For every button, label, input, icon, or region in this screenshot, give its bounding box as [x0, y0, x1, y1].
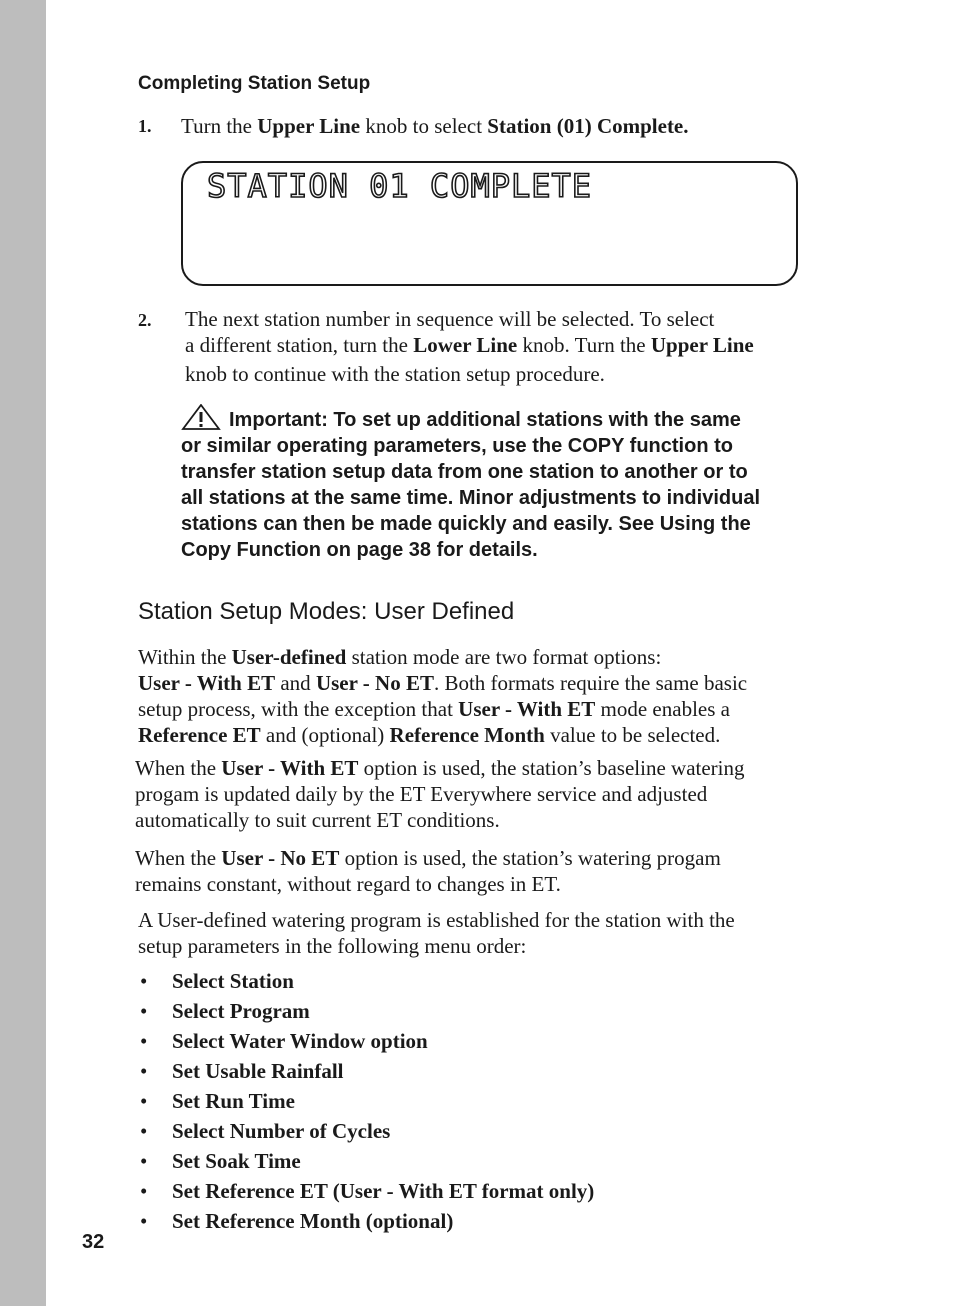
important-line: transfer station setup data from one station to another or to	[181, 461, 748, 483]
step-1-text-part: Turn the	[181, 114, 258, 138]
important-line: stations can then be made quickly and easily. See Using the	[181, 513, 751, 535]
bullet: •	[140, 1029, 148, 1053]
step-2-number: 2.	[138, 310, 152, 330]
bullet: •	[140, 1119, 148, 1143]
bullet: •	[140, 1179, 148, 1203]
important-note	[181, 404, 821, 563]
text-part: setup process, with the exception that	[138, 697, 459, 721]
list-item-text: Set Soak Time	[172, 1149, 301, 1173]
step-1-number: 1.	[138, 116, 152, 136]
text-part: option is used, the station’s watering progam	[339, 846, 721, 870]
list-item	[140, 1026, 594, 1056]
list-item-text: Select Water Window option	[172, 1029, 428, 1053]
list-item	[140, 996, 594, 1026]
para-2-line-3: automatically to suit current ET conditions.	[135, 808, 500, 832]
page-margin-bar	[0, 0, 46, 1306]
bold-upper-line: Upper Line	[650, 333, 754, 357]
para-1-line-3	[138, 696, 730, 722]
para-4-line-2: setup parameters in the following menu order:	[138, 934, 527, 958]
bullet: •	[140, 1059, 148, 1083]
menu-order-list	[140, 966, 594, 1236]
bold-term: Reference ET	[138, 723, 261, 747]
warning-triangle-icon	[181, 404, 221, 430]
bullet: •	[140, 969, 148, 993]
important-line: or similar operating parameters, use the COPY function to	[181, 435, 733, 457]
step-2-line-3: knob to continue with the station setup procedure.	[185, 362, 605, 386]
text-part: value to be selected.	[544, 723, 721, 747]
list-item-text: Select Number of Cycles	[172, 1119, 391, 1143]
step-2-line-2	[185, 332, 754, 358]
step-1-bold-station-complete: Station (01) Complete.	[487, 114, 689, 138]
bold-term: User - With ET	[458, 697, 596, 721]
bullet: •	[140, 1089, 148, 1113]
para-1-line-1	[138, 644, 661, 670]
para-1-line-4	[138, 722, 720, 748]
para-3-line-1	[135, 845, 721, 871]
step-1-bold-upper-line: Upper Line	[257, 114, 361, 138]
text-part: mode enables a	[595, 697, 730, 721]
para-2-line-1	[135, 755, 745, 781]
bullet: •	[140, 1149, 148, 1173]
text-part: When the	[135, 756, 222, 780]
bold-term: User-defined	[231, 645, 347, 669]
bold-term: Reference Month	[389, 723, 545, 747]
text-part: Within the	[138, 645, 232, 669]
list-item	[140, 1146, 594, 1176]
page-number: 32	[82, 1231, 105, 1253]
step-2-line-1: The next station number in sequence will be selected. To select	[185, 307, 715, 331]
list-item-text: Set Reference Month (optional)	[172, 1209, 454, 1233]
para-2-line-2: progam is updated daily by the ET Everywhere service and adjusted	[135, 782, 708, 806]
important-line	[181, 404, 821, 433]
bullet: •	[140, 1209, 148, 1233]
list-item	[140, 1056, 594, 1086]
para-1-line-2	[138, 670, 747, 696]
bold-term: User - No ET	[315, 671, 434, 695]
text-part: option is used, the station’s baseline watering	[358, 756, 745, 780]
para-4-line-1: A User-defined watering program is established for the station with the	[138, 908, 735, 932]
text-part: and (optional)	[260, 723, 390, 747]
list-item	[140, 1116, 594, 1146]
list-item	[140, 966, 594, 996]
list-item	[140, 1086, 594, 1116]
list-item	[140, 1206, 594, 1236]
important-text: Important: To set up additional stations with the same	[229, 409, 741, 431]
bold-term: User - No ET	[221, 846, 340, 870]
lcd-display	[181, 161, 798, 286]
text-part: When the	[135, 846, 222, 870]
para-3-line-2: remains constant, without regard to changes in ET.	[135, 872, 561, 896]
list-item-text: Select Program	[172, 999, 310, 1023]
list-item	[140, 1176, 594, 1206]
lcd-line-1: STATION 01 COMPLETE	[207, 167, 593, 205]
important-line: all stations at the same time. Minor adjustments to individual	[181, 487, 760, 509]
text-part: station mode are two format options:	[346, 645, 662, 669]
important-line: Copy Function on page 38 for details.	[181, 539, 538, 561]
bold-lower-line: Lower Line	[413, 333, 518, 357]
list-item-text: Set Usable Rainfall	[172, 1059, 344, 1083]
bullet: •	[140, 999, 148, 1023]
modes-heading: Station Setup Modes: User Defined	[138, 598, 515, 625]
text-part: and	[275, 671, 316, 695]
bold-term: User - With ET	[221, 756, 359, 780]
text-part: knob. Turn the	[517, 333, 651, 357]
step-1-text	[181, 113, 689, 139]
text-part: . Both formats require the same basic	[433, 671, 748, 695]
list-item-text: Select Station	[172, 969, 294, 993]
list-item-text: Set Reference ET (User - With ET format only)	[172, 1179, 595, 1203]
list-item-text: Set Run Time	[172, 1089, 295, 1113]
step-1-text-part: knob to select	[360, 114, 488, 138]
section-title: Completing Station Setup	[138, 73, 371, 94]
bold-term: User - With ET	[138, 671, 276, 695]
text-part: a different station, turn the	[185, 333, 414, 357]
